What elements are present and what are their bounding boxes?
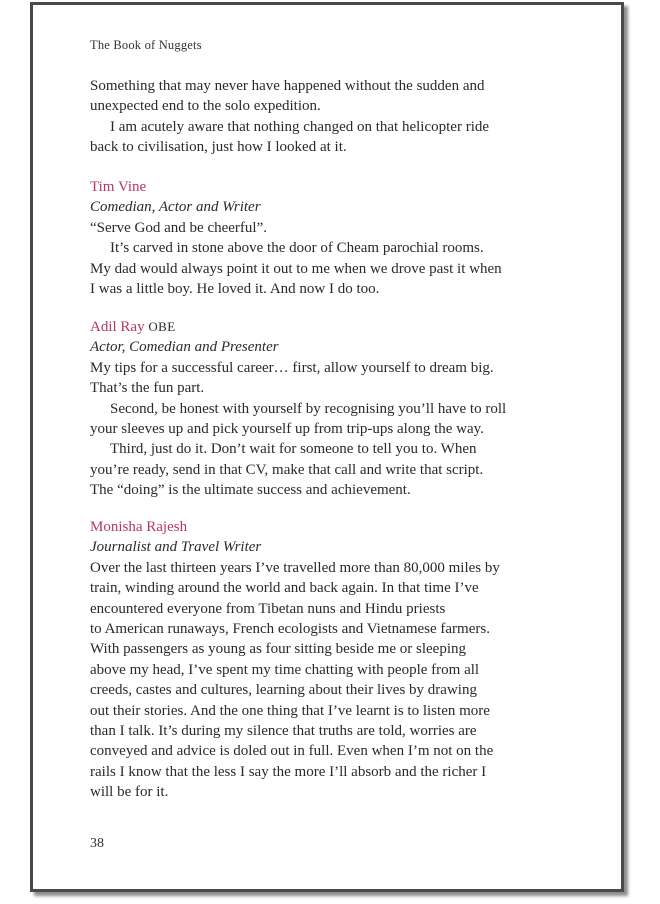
text-line: train, winding around the world and back again. In that time I’ve bbox=[90, 580, 479, 597]
text-line: than I talk. It’s during my silence that truths are told, worries are bbox=[90, 722, 477, 739]
text-line: rails I know that the less I say the more I’ll absorb and the richer I bbox=[90, 763, 487, 780]
text-line: you’re ready, send in that CV, make that call and write that script. bbox=[90, 461, 484, 478]
page-number: 38 bbox=[90, 836, 104, 851]
contributor-role: Journalist and Travel Writer bbox=[90, 539, 262, 556]
running-head: The Book of Nuggets bbox=[90, 38, 202, 52]
contributor-name: Adil Ray bbox=[90, 319, 145, 335]
text-line: The “doing” is the ultimate success and achievement. bbox=[90, 482, 411, 499]
text-line: your sleeves up and pick yourself up from trip-ups along the way. bbox=[90, 420, 484, 437]
text-line: I was a little boy. He loved it. And now I do too. bbox=[90, 280, 380, 297]
contributor-name: Monisha Rajesh bbox=[90, 519, 188, 535]
contributor-role: Actor, Comedian and Presenter bbox=[90, 339, 279, 356]
text-line: unexpected end to the solo expedition. bbox=[90, 98, 321, 115]
text-line: conveyed and advice is doled out in full. Even when I’m not on the bbox=[90, 743, 494, 760]
entry-monisha-rajesh bbox=[90, 517, 560, 802]
text-line: encountered everyone from Tibetan nuns and Hindu priests bbox=[90, 600, 446, 617]
text-line: Something that may never have happened without the sudden and bbox=[90, 78, 485, 94]
text-line: My dad would always point it out to me when we drove past it when bbox=[90, 260, 502, 277]
contributor-name-row bbox=[90, 317, 560, 337]
text-line: Second, be honest with yourself by recognising you’ll have to roll bbox=[110, 400, 507, 417]
text-line: My tips for a successful career… first, allow yourself to dream big. bbox=[90, 359, 494, 376]
text-line: Over the last thirteen years I’ve travelled more than 80,000 miles by bbox=[90, 559, 500, 576]
text-line: “Serve God and be cheerful”. bbox=[90, 219, 267, 236]
entry-tim-vine bbox=[90, 177, 560, 299]
intro-section bbox=[90, 76, 560, 158]
contributor-honour: OBE bbox=[148, 319, 176, 334]
contributor-role: Comedian, Actor and Writer bbox=[90, 199, 261, 216]
text-line: It’s carved in stone above the door of Cheam parochial rooms. bbox=[110, 240, 484, 257]
text-line: Third, just do it. Don’t wait for someone to tell you to. When bbox=[110, 441, 477, 458]
text-line: above my head, I’ve spent my time chatting with people from all bbox=[90, 661, 480, 678]
text-line: out their stories. And the one thing that I’ve learnt is to listen more bbox=[90, 702, 490, 719]
text-line: I am acutely aware that nothing changed on that helicopter ride bbox=[110, 118, 490, 135]
text-line: creeds, castes and cultures, learning about their lives by drawing bbox=[90, 682, 477, 699]
text-line: will be for it. bbox=[90, 784, 169, 801]
text-line: to American runaways, French ecologists and Vietnamese farmers. bbox=[90, 620, 490, 637]
text-line: With passengers as young as four sitting beside me or sleeping bbox=[90, 641, 466, 658]
contributor-name: Tim Vine bbox=[90, 179, 147, 195]
text-line: That’s the fun part. bbox=[90, 380, 205, 397]
text-line: back to civilisation, just how I looked at it. bbox=[90, 139, 347, 156]
entry-adil-ray bbox=[90, 317, 560, 501]
